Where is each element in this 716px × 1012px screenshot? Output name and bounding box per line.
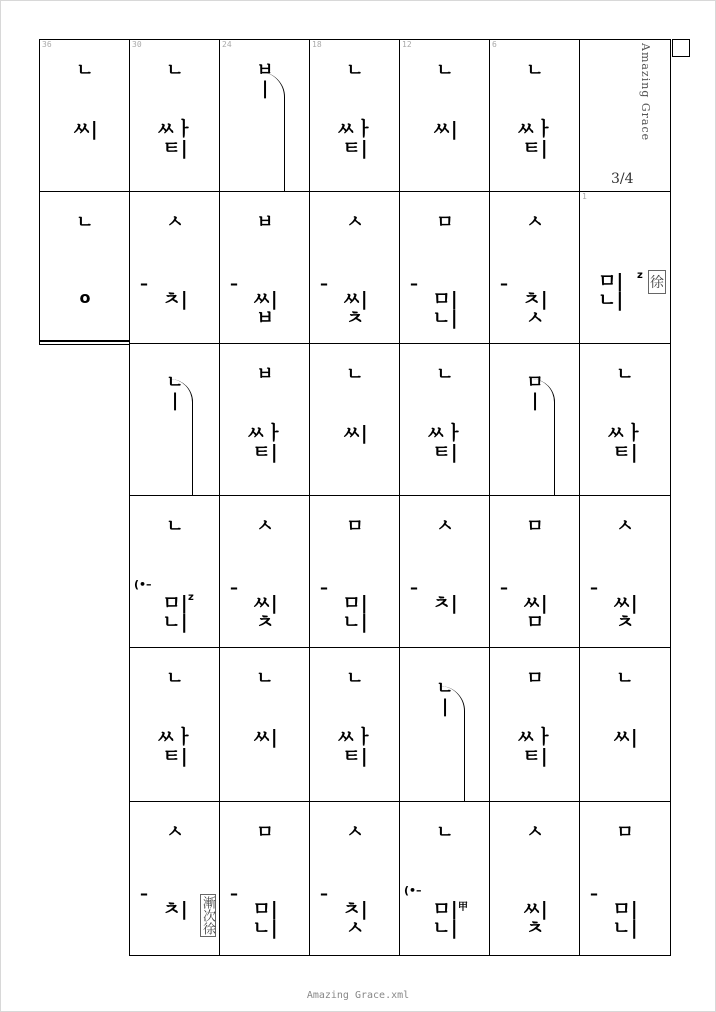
cell-r1-c1 [39,39,130,192]
dynamic-mark: z [188,592,194,603]
notation-top: ㅁ [526,668,544,689]
cell-r4-c2 [129,495,220,648]
notation-top: ㅂ | [256,60,274,99]
notation-top: ㅁ [436,212,454,233]
beat-dash: – [320,578,328,597]
notation-top: ㄴ [436,822,454,843]
notation-bottom: ㅆ| ㅊ [342,288,368,329]
row-divider [39,191,130,192]
notation-top: ㄴ [346,668,364,689]
notation-bottom: ㅆㅏ ㅌ| [426,422,464,463]
measure-number: 36 [42,40,52,49]
cell-r2-c6 [489,191,580,344]
beat-dash: – [590,884,598,903]
notation-top: ㄴ [166,668,184,689]
notation-top: ㅅ [616,516,634,537]
cell-r2-c3 [219,191,310,344]
notation-bottom: ㅁ| ㄴ| [432,288,458,329]
notation-top: ㄴ [616,668,634,689]
notation-bottom: ㅆㅏ ㅌ| [156,118,194,159]
beat-dash: – [320,274,328,293]
notation-top: ㅁ [346,516,364,537]
cell-r3-c5 [399,343,490,496]
notation-top: ㄴ [256,668,274,689]
end-double-bar-2 [39,344,130,345]
beat-dash: – [140,884,148,903]
notation-bottom: ㅆㅏ ㅌ| [516,118,554,159]
notation-bottom: ㅆ| ㅁ [522,592,548,633]
notation-top: ㅂ [256,212,274,233]
notation-top: ㅁ [616,822,634,843]
notation-bottom: ㅊ| [162,288,188,310]
beat-dash: – [500,274,508,293]
notation-bottom: ㅆ| [72,118,98,140]
notation-top: ㄴ [346,60,364,81]
notation-top: ㅅ [346,822,364,843]
notation-bottom: ㅊ| ㅅ [522,288,548,329]
notation-top: ㄴ [166,60,184,81]
ornament-mark: 甲 [458,902,468,913]
notation-top: ㄴ | [166,372,184,411]
beat-dash: – [230,578,238,597]
cell-r5-c3 [219,647,310,802]
notation-bottom: ㅆㅏ ㅌ| [606,422,644,463]
notation-bottom: ㅆ| [252,726,278,748]
notation-top: ㄴ [526,60,544,81]
beat-dash: (•– [134,578,152,591]
cell-r5-c6 [489,647,580,802]
notation-top: ㄴ [616,364,634,385]
notation-top: ㅁ | [526,372,544,411]
cell-r1-c6 [489,39,580,192]
notation-top: ㅅ [436,516,454,537]
cell-r2-c1 [39,191,130,344]
cell-r6-c6 [489,801,580,956]
beat-dash: – [320,884,328,903]
cell-r3-c3 [219,343,310,496]
corner-box [672,39,690,57]
notation-bottom: ㅆ| [432,118,458,140]
cell-r5-c2 [129,647,220,802]
notation-bottom: ㅆ| [342,422,368,444]
notation-top: ㄴ [436,364,454,385]
measure-number: 6 [492,40,497,49]
measure-number: 12 [402,40,412,49]
tempo-mark-box: 漸次徐 [200,896,215,935]
page-number: 3/4 [611,171,634,187]
cell-r3-c4 [309,343,400,496]
notation-top: ㅅ [526,212,544,233]
cell-r3-c2 [129,343,220,496]
cell-r5-c7 [579,647,671,802]
notation-bottom: ㅆ| ㅊ [612,592,638,633]
measure-number: 30 [132,40,142,49]
notation-bottom: ㅁ| ㄴ| [162,592,188,633]
beat-dash: – [500,578,508,597]
cell-r6-c7 [579,801,671,956]
score-title [640,43,652,141]
beat-dash: – [410,274,418,293]
notation-top: ㅅ [166,212,184,233]
measure-number: 24 [222,40,232,49]
notation-top: ㅂ [256,364,274,385]
cell-r4-c3 [219,495,310,648]
notation-bottom: o [79,288,91,307]
cell-r6-c2 [129,801,220,956]
cell-r6-c3 [219,801,310,956]
notation-top: ㅅ [256,516,274,537]
notation-bottom: ㅊ| [162,898,188,920]
cell-r2-c2 [129,191,220,344]
notation-bottom: ㅁ| ㄴ| [342,592,368,633]
cell-r4-c7 [579,495,671,648]
notation-bottom: ㅆ| ㅊ [252,592,278,633]
notation-bottom: ㅆㅏ ㅌ| [156,726,194,767]
cell-r2-c7 [579,191,671,344]
notation-top: ㄴ [436,60,454,81]
measure-number: 1 [582,192,587,201]
notation-bottom: ㅊ| [432,592,458,614]
cell-r2-c5 [399,191,490,344]
notation-top: ㅅ [166,822,184,843]
notation-top: ㅁ [256,822,274,843]
notation-top: ㄴ [76,212,94,233]
cell-r1-title [579,39,671,192]
beat-dash: – [230,884,238,903]
notation-top: ㄴ [346,364,364,385]
notation-top: ㄴ | [436,678,454,717]
beat-dash: – [590,578,598,597]
notation-bottom: ㅁ| ㄴ| [432,898,458,939]
cell-r1-c5 [399,39,490,192]
file-name-footer: Amazing Grace.xml [306,990,410,1001]
cell-r4-c4 [309,495,400,648]
cell-r1-c3 [219,39,310,192]
notation-top: ㅅ [346,212,364,233]
dynamic-mark: z [637,270,643,281]
tempo-mark-box: 徐 [648,270,666,294]
cell-r4-c6 [489,495,580,648]
notation-bottom: ㅆ| [612,726,638,748]
cell-r3-c7 [579,343,671,496]
notation-bottom: ㅁ| ㄴ| [252,898,278,939]
notation-top: ㅅ [526,822,544,843]
cell-r5-c5 [399,647,490,802]
cell-r6-c4 [309,801,400,956]
notation-bottom: ㅆㅏ ㅌ| [516,726,554,767]
cell-r2-c4 [309,191,400,344]
cell-r1-c4 [309,39,400,192]
beat-dash: (•– [404,884,422,897]
notation-bottom: ㅆㅏ ㅌ| [246,422,284,463]
cell-r1-c2 [129,39,220,192]
notation-top: ㄴ [166,516,184,537]
notation-bottom: ㅆ| ㅊ [522,898,548,939]
cell-r3-c6 [489,343,580,496]
end-double-bar [39,340,130,342]
beat-dash: – [410,578,418,597]
notation-bottom: ㅆㅏ ㅌ| [336,118,374,159]
notation-bottom: ㅆㅏ ㅌ| [336,726,374,767]
notation-top: ㄴ [76,60,94,81]
notation-bottom: ㅊ| ㅅ [342,898,368,939]
notation-bottom: ㅁ| ㄴ| [598,270,624,311]
beat-dash: – [140,274,148,293]
measure-number: 18 [312,40,322,49]
cell-r4-c5 [399,495,490,648]
beat-dash: – [230,274,238,293]
notation-bottom: ㅆ| ㅂ [252,288,278,329]
cell-r5-c4 [309,647,400,802]
score-title-text: Amazing Grace [639,43,652,142]
notation-bottom: ㅁ| ㄴ| [612,898,638,939]
cell-r6-c5 [399,801,490,956]
notation-top: ㅁ [526,516,544,537]
